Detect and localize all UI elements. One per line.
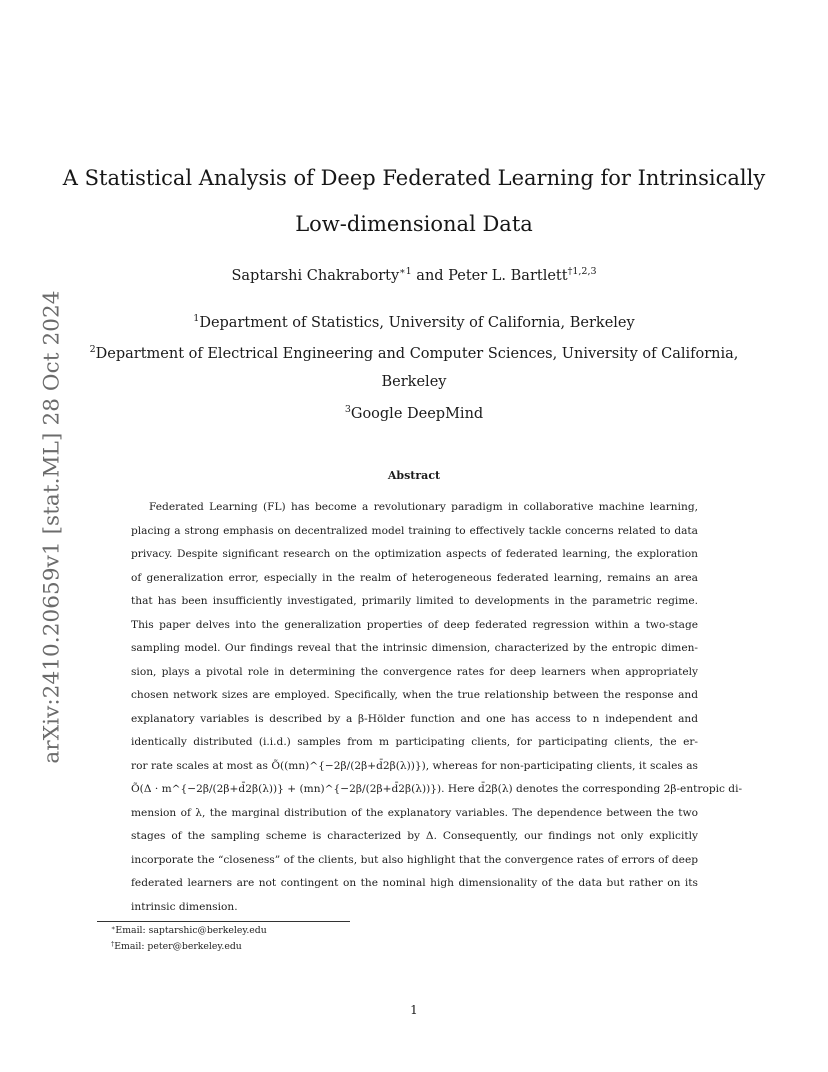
- abstract-line: privacy. Despite significant research on the optimization aspects of federated learning, the exploration: [131, 548, 698, 560]
- abstract-line: sampling model. Our findings reveal that the intrinsic dimension, characterized by the entropic dimen-: [131, 642, 698, 654]
- abstract-body: [131, 496, 743, 919]
- footnote-divider: [97, 921, 350, 922]
- affiliation-text: Google DeepMind: [350, 406, 484, 422]
- page-number: 1: [410, 1003, 418, 1017]
- abstract-line: intrinsic dimension.: [131, 900, 238, 913]
- author-name: Saptarshi Chakraborty: [231, 268, 400, 284]
- abstract-line: of generalization error, especially in the realm of heterogeneous federated learning, remains an area: [131, 571, 698, 584]
- abstract-line: This paper delves into the generalization properties of deep federated regression within a two-stage: [131, 618, 698, 631]
- affiliation-1: [0, 313, 828, 331]
- abstract-line: Federated Learning (FL) has become a revolutionary paradigm in collaborative machine learning,: [149, 501, 698, 513]
- abstract-line: stages of the sampling scheme is characterized by Δ. Consequently, our findings not only explicitly: [131, 830, 698, 842]
- arxiv-identifier-stamp: arXiv:2410.20659v1 [stat.ML] 28 Oct 2024: [39, 290, 65, 764]
- affiliation-2-continuation: Berkeley: [381, 374, 447, 390]
- author-list: [0, 266, 828, 284]
- affiliation-mark: 1: [193, 313, 200, 324]
- author-name: Peter L. Bartlett: [448, 268, 568, 284]
- affiliation-text: Department of Electrical Engineering and Computer Sciences, University of California,: [95, 346, 739, 362]
- abstract-line-math: Õ(Δ · m^{−2β/(2β+d̄2β(λ))} + (mn)^{−2β/(2β+d̄2β(λ))}). Here d̄2β(λ) denotes the corresponding 2β-entropic di-: [131, 783, 743, 795]
- author-footnote-marks: ∗1: [399, 266, 412, 277]
- affiliation-mark: 3: [344, 404, 351, 415]
- footnote-2: [111, 940, 242, 952]
- author-footnote-marks: †1,2,3: [567, 266, 597, 277]
- abstract-line: mension of λ, the marginal distribution of the explanatory variables. The dependence between the two: [131, 806, 698, 819]
- abstract-line: placing a strong emphasis on decentralized model training to effectively tackle concerns related to data: [131, 524, 698, 537]
- abstract-line: identically distributed (i.i.d.) samples from m participating clients, for participating clients, the er-: [131, 736, 698, 748]
- footnote-1: [111, 924, 267, 936]
- footnote-mark: †: [111, 940, 115, 948]
- abstract-heading: Abstract: [387, 469, 441, 482]
- abstract-line: incorporate the “closeness” of the clients, but also highlight that the convergence rates of errors of deep: [131, 853, 698, 866]
- affiliation-mark: 2: [89, 344, 96, 355]
- affiliation-3: [0, 404, 828, 422]
- abstract-line: that has been insufficiently investigated, primarily limited to developments in the parametric regime.: [131, 595, 698, 607]
- abstract-line: sion, plays a pivotal role in determining the convergence rates for deep learners when appropriately: [131, 665, 698, 678]
- author-connector: and: [411, 268, 449, 284]
- abstract-line: explanatory variables is described by a β-Hölder function and one has access to n independent and: [131, 712, 698, 725]
- footnote-text: Email: saptarshic@berkeley.edu: [115, 925, 267, 936]
- abstract-line: federated learners are not contingent on the nominal high dimensionality of the data but rather on its: [131, 877, 698, 889]
- footnote-mark: ∗: [111, 924, 116, 932]
- footnote-text: Email: peter@berkeley.edu: [114, 941, 242, 952]
- paper-title-line-2: Low-dimensional Data: [295, 212, 533, 236]
- abstract-line-math: ror rate scales at most as Õ((mn)^{−2β/(2β+d̄2β(λ))}), whereas for non-participating clients, it scales as: [131, 759, 698, 772]
- affiliation-text: Department of Statistics, University of California, Berkeley: [199, 315, 635, 331]
- abstract-line: chosen network sizes are employed. Specifically, when the true relationship between the response and: [131, 689, 698, 701]
- paper-title-line-1: A Statistical Analysis of Deep Federated Learning for Intrinsically: [62, 166, 766, 190]
- affiliation-2: [0, 344, 828, 362]
